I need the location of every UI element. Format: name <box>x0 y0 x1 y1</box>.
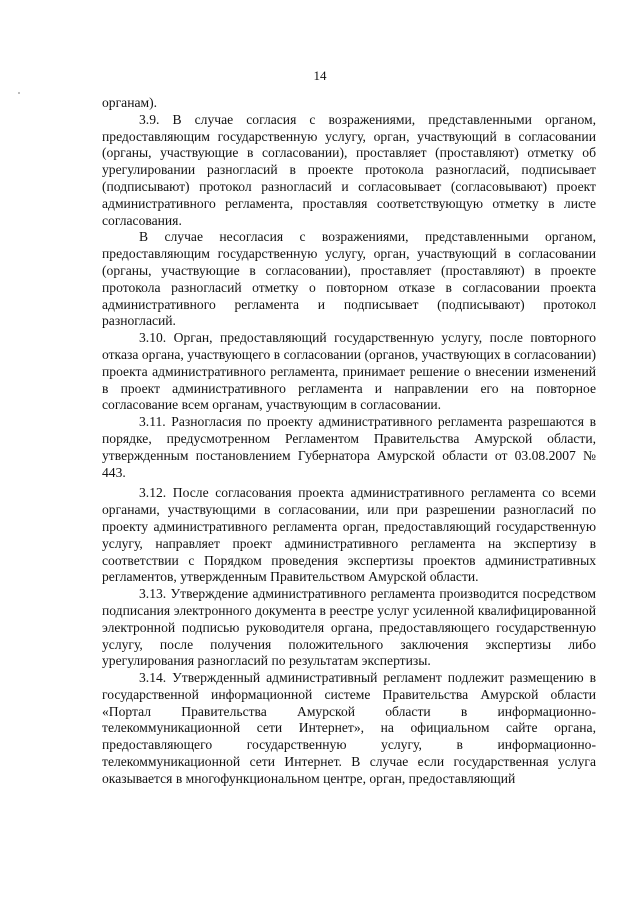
paragraph-3-13: 3.13. Утверждение административного регламента производится посредством подписания электронного документа в реестре услуг усиленной квалифицированной электронной подписью руководителя органа, предоставляющего государственную услугу, после получения положительного заключения экспертизы либо урегулирования разногласий по результатам экспертизы. <box>102 586 596 669</box>
paragraph-disagreement: В случае несогласия с возражениями, представленными органом, предоставляющим государственную услугу, орган, участвующий в согласовании (органы, участвующие в согласовании), проставляет (проставляют) в проекте протокола разногласий отметку о повторном отказе в согласовании проекта административного регламента и подписывает (подписывают) протокол разногласий. <box>102 229 596 329</box>
paragraph-continuation: органам). <box>102 95 158 110</box>
page-number: 14 <box>313 68 327 83</box>
document-body <box>102 95 596 788</box>
scan-speck <box>18 92 20 94</box>
paragraph-3-9: 3.9. В случае согласия с возражениями, представленными органом, предоставляющим государственную услугу, орган, участвующий в согласовании (органы, участвующие в согласовании), проставляет (проставляют) отметку об урегулировании разногласий в проекте протокола разногласий, подписывает (подписывают) протокол разногласий и согласовывает (согласовывают) проект административного регламента, проставляя соответствующую отметку в листе согласования. <box>102 111 596 228</box>
paragraph-3-12: 3.12. После согласования проекта административного регламента со всеми органами, участвующими в согласовании, или при разрешении разногласий по проекту административного регламента орган, предоставляющий государственную услугу, направляет проект административного регламента на экспертизу в соответствии с Порядком проведения экспертизы проектов административных регламентов, утвержденным Правительством Амурской области. <box>102 485 596 585</box>
paragraph-3-11: 3.11. Разногласия по проекту административного регламента разрешаются в порядке, предусмотренном Регламентом Правительства Амурской области, утвержденным постановлением Губернатора Амурской области от 03.08.2007 № 443. <box>102 414 596 480</box>
paragraph-3-10: 3.10. Орган, предоставляющий государственную услугу, после повторного отказа органа, участвующего в согласовании (органов, участвующих в согласовании) проекта административного регламента, принимает решение о внесении изменений в проект административного регламента и направлении его на повторное согласование всем органам, участвующим в согласовании. <box>102 330 596 413</box>
paragraph-3-14: 3.14. Утвержденный административный регламент подлежит размещению в государственной информационной системе Правительства Амурской области «Портал Правительства Амурской области в информационно-телекоммуникационной сети Интернет», на официальном сайте органа, предоставляющего государственную услугу, в информационно-телекоммуникационной сети Интернет. В случае если государственная услуга оказывается в многофункциональном центре, орган, предоставляющий <box>102 670 596 786</box>
